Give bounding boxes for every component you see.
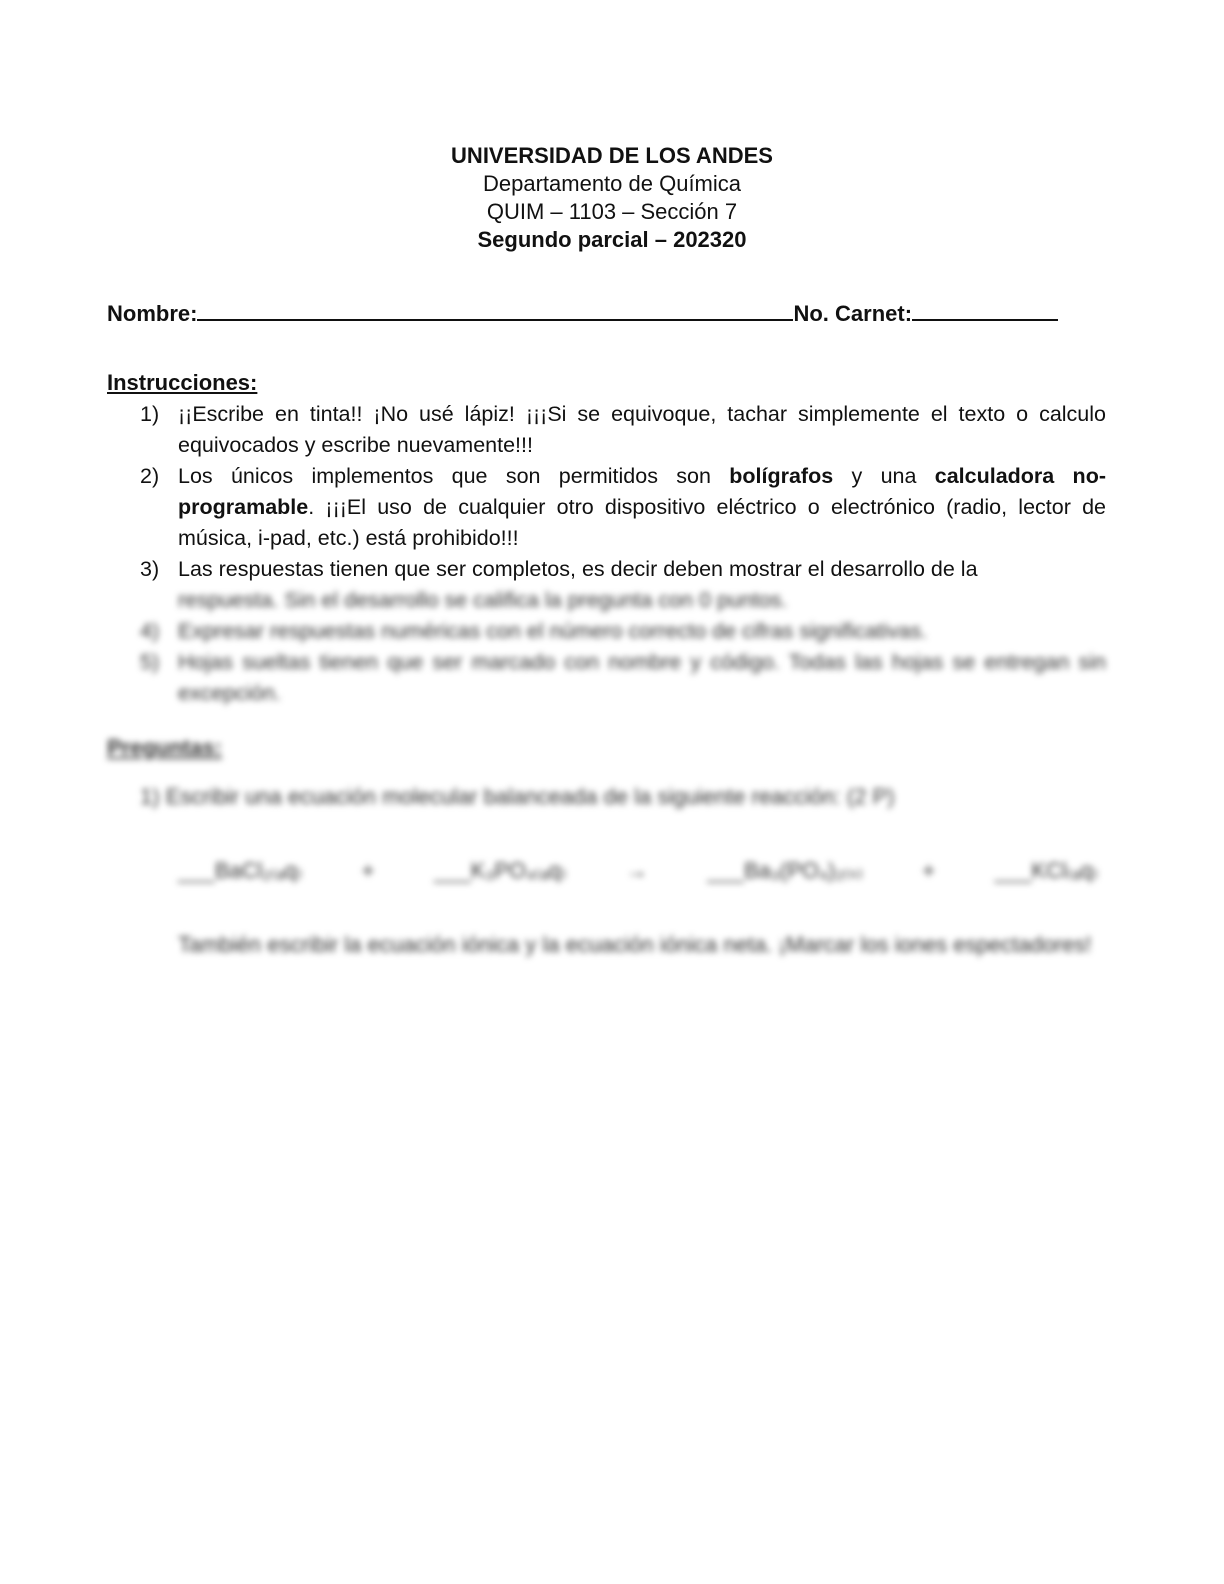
question-text: Escribir una ecuación molecular balanceada de la siguiente reacción: (2 P) bbox=[165, 784, 895, 809]
name-label: Nombre: bbox=[107, 301, 198, 326]
student-id-line bbox=[107, 297, 1107, 327]
question-1-followup: También escribir la ecuación iónica y la ecuación iónica neta. ¡Marcar los iones espectadores! bbox=[178, 932, 1092, 957]
carnet-label: No. Carnet: bbox=[793, 301, 913, 326]
instructions-title: Instrucciones: bbox=[107, 370, 258, 395]
question-number: 1) bbox=[140, 784, 160, 809]
instruction-item bbox=[140, 399, 1106, 461]
carnet-blank[interactable] bbox=[912, 297, 1058, 321]
item-text: Hojas sueltas tienen que ser marcado con nombre y código. Todas las hojas se entregan sin excepción. bbox=[178, 650, 1106, 705]
item-text-pre: Los únicos implementos que son permitidos son bbox=[178, 464, 730, 488]
item-text-mid: y una bbox=[833, 464, 935, 488]
university-name: UNIVERSIDAD DE LOS ANDES bbox=[451, 143, 773, 168]
item-text: Las respuestas tienen que ser completos, es decir deben mostrar el desarrollo de la bbox=[178, 557, 978, 581]
product-1: ___Ba₃(PO₄)₂₍ₛ₎ bbox=[707, 858, 863, 883]
name-blank[interactable] bbox=[197, 297, 793, 321]
item-text-post: . ¡¡¡El uso de cualquier otro dispositivo eléctrico o electrónico (radio, lector de música, i-pad, etc.) está prohibido!!! bbox=[178, 495, 1106, 550]
instruction-item bbox=[140, 461, 1106, 554]
item-bold-pens: bolígrafos bbox=[729, 464, 834, 488]
plus-sign: + bbox=[361, 858, 375, 883]
item-number: 1) bbox=[140, 402, 160, 426]
item-number: 4) bbox=[140, 619, 160, 643]
item-number: 2) bbox=[140, 464, 160, 488]
item-number: 5) bbox=[140, 650, 160, 674]
reactant-2: ___K₃PO₄₍ₐq₎ bbox=[433, 858, 567, 883]
instruction-item bbox=[140, 554, 1106, 616]
instruction-item bbox=[140, 647, 1106, 709]
item-number: 3) bbox=[140, 557, 160, 581]
item-bold-calculator: calculadora no-programable bbox=[178, 464, 1106, 519]
product-2: ___KCl₍ₐq₎ bbox=[994, 858, 1098, 883]
reaction-arrow: → bbox=[625, 858, 648, 883]
instructions-list bbox=[140, 399, 1106, 709]
item-text-blurred: respuesta. Sin el desarrollo se califica la pregunta con 0 puntos. bbox=[178, 588, 788, 612]
instruction-item bbox=[140, 616, 1106, 647]
document-header bbox=[0, 142, 1224, 254]
reactant-1: ___BaCl₂₍ₐq₎ bbox=[178, 858, 303, 883]
questions-title: Preguntas: bbox=[107, 735, 222, 760]
chemical-equation bbox=[178, 858, 1098, 884]
question-1 bbox=[140, 784, 1106, 810]
department-name: Departamento de Química bbox=[482, 171, 742, 196]
item-text: Expresar respuestas numéricas con el número correcto de cifras significativas. bbox=[178, 619, 928, 643]
course-code: QUIM – 1103 – Sección 7 bbox=[486, 199, 738, 224]
plus-sign: + bbox=[922, 858, 936, 883]
item-text: ¡¡Escribe en tinta!! ¡No usé lápiz! ¡¡¡Si se equivoque, tachar simplemente el texto o calculo equivocados y escribe nuevamente!!! bbox=[178, 402, 1106, 457]
exam-title: Segundo parcial – 202320 bbox=[477, 227, 747, 252]
